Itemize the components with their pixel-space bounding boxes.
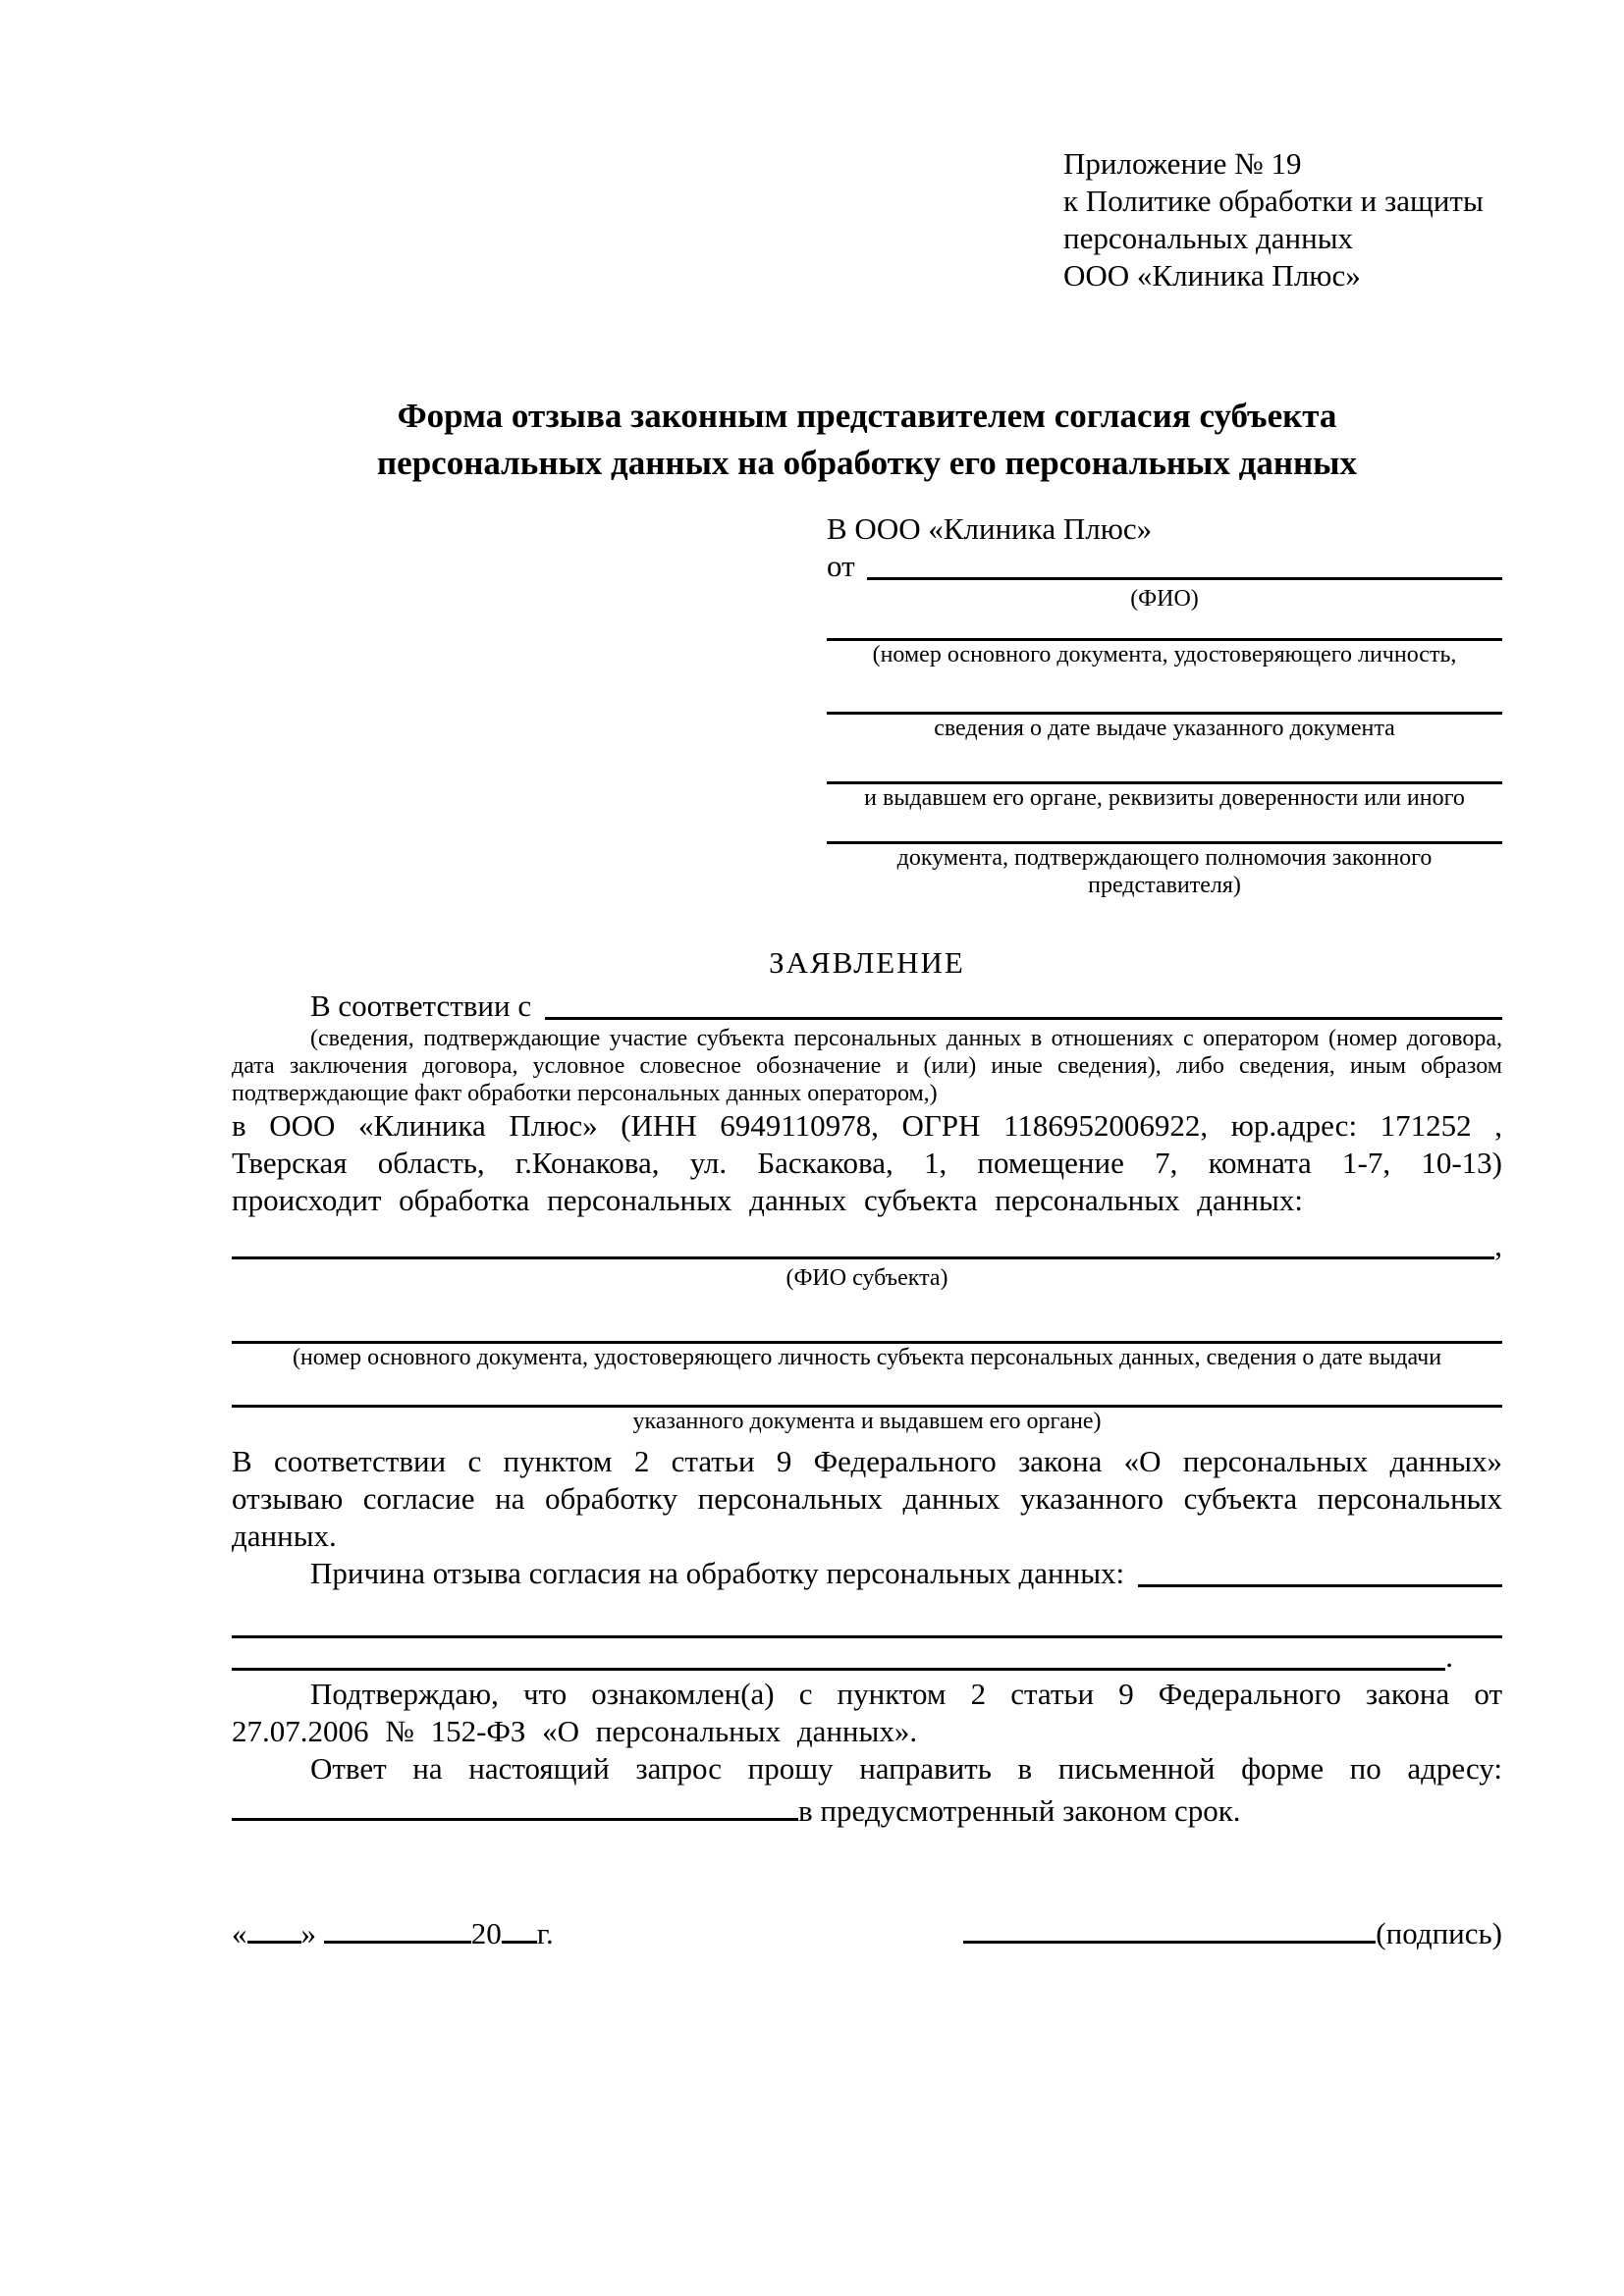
subject-fio-caption: (ФИО субъекта) xyxy=(785,1265,948,1291)
fio-blank-line xyxy=(867,577,1502,580)
date-group xyxy=(232,1915,554,1952)
appendix-line: ООО «Клиника Плюс» xyxy=(1063,258,1361,293)
doc-number-caption: (номер основного документа, удостоверяющего личность, xyxy=(872,642,1457,667)
reason-blank-line-3 xyxy=(232,1668,1445,1671)
appendix-block xyxy=(1063,145,1502,294)
confirm-paragraph: Подтверждаю, что ознакомлен(а) с пунктом 2 статьи 9 Федерального закона от 27.07.2006 № 152-ФЗ «О персональных данных». xyxy=(232,1677,1502,1748)
issuing-authority-blank-line xyxy=(827,742,1502,784)
subject-doc-caption-2: указанного документа и выдавшем его органе) xyxy=(632,1409,1102,1434)
reason-blank-line xyxy=(1138,1584,1502,1587)
appendix-line: Приложение № 19 xyxy=(1063,146,1302,181)
reply-lead-paragraph: Ответ на настоящий запрос прошу направить в письменной форме по адресу: xyxy=(310,1751,1502,1786)
basis-blank-line xyxy=(545,1017,1502,1020)
date-year-blank xyxy=(502,1916,537,1944)
reason-blank-line-2 xyxy=(232,1616,1502,1638)
signature-group xyxy=(963,1910,1502,1952)
signature-caption: (подпись) xyxy=(1376,1916,1502,1950)
subject-fio-blank-line xyxy=(232,1256,1494,1259)
date-month-blank xyxy=(324,1916,471,1944)
subject-doc-blank-line-1 xyxy=(232,1302,1502,1344)
attorney-doc-blank-line xyxy=(827,812,1502,844)
reason-lead: Причина отзыва согласия на обработку персональных данных: xyxy=(310,1556,1125,1590)
subject-fio-comma: , xyxy=(1494,1228,1502,1262)
subject-doc-blank-line-2 xyxy=(232,1371,1502,1408)
fio-caption: (ФИО) xyxy=(1130,586,1199,612)
issue-date-blank-line xyxy=(827,668,1502,715)
date-year: 20 xyxy=(470,1916,502,1950)
date-signature-row xyxy=(232,1910,1502,1952)
issue-date-caption: сведения о дате выдаче указанного документа xyxy=(934,716,1395,741)
reply-address-blank-line xyxy=(232,1788,798,1821)
addressee-block xyxy=(827,510,1502,899)
issuing-authority-caption: и выдавшем его органе, реквизиты доверенности или иного xyxy=(864,785,1465,811)
basis-note: (сведения, подтверждающие участие субъекта персональных данных в отношениях с оператором (номер договора, дата заключения договора, условное словесное обозначение и (или) иные сведения), либо сведения, иным образом подтверждающие факт обработки персональных данных оператором,) xyxy=(232,1026,1502,1106)
date-year-suffix: г. xyxy=(536,1916,554,1950)
subject-fio-row xyxy=(232,1227,1502,1264)
operator-paragraph: в ООО «Клиника Плюс» (ИНН 6949110978, ОГРН 1186952006922, юр.адрес: 171252 , Тверская область, г.Конакова, ул. Баскакова, 1, помещение 7, комната 1-7, 10-13) происходит обработка персональных данных субъекта персональных данных: xyxy=(232,1108,1502,1217)
subject-doc-caption-1: (номер основного документа, удостоверяющего личность субъекта персональных данных, сведения о дате выдачи xyxy=(292,1345,1442,1370)
basis-lead: В соответствии с xyxy=(310,988,532,1023)
doc-number-blank-line xyxy=(827,613,1502,641)
statement-heading: ЗАЯВЛЕНИЕ xyxy=(769,945,965,980)
appendix-line: к Политике обработки и защиты xyxy=(1063,184,1484,218)
appendix-line: персональных данных xyxy=(1063,221,1354,255)
from-label: от xyxy=(827,549,855,583)
from-row xyxy=(827,548,1502,585)
reason-blank-row-3 xyxy=(232,1638,1453,1676)
organization-name: В ООО «Клиника Плюс» xyxy=(827,511,1153,546)
reply-tail: в предусмотренный законом срок. xyxy=(798,1793,1241,1828)
date-open-quote: « xyxy=(232,1916,247,1950)
reason-row xyxy=(232,1555,1502,1592)
date-close-quote: » xyxy=(300,1916,316,1950)
date-day-blank xyxy=(247,1916,301,1944)
document-title: Форма отзыва законным представителем согласия субъекта персональных данных на обработку его персональных данных xyxy=(377,397,1357,482)
attorney-doc-caption: документа, подтверждающего полномочия законного представителя) xyxy=(896,845,1433,898)
law-paragraph: В соответствии с пунктом 2 статьи 9 Федерального закона «О персональных данных» отзываю согласие на обработку персональных данных указанного субъекта персональных данных. xyxy=(232,1444,1502,1553)
basis-row xyxy=(232,988,1502,1025)
signature-blank-line xyxy=(963,1910,1376,1944)
reply-address-row xyxy=(232,1788,1502,1830)
reason-period: . xyxy=(1445,1639,1453,1674)
